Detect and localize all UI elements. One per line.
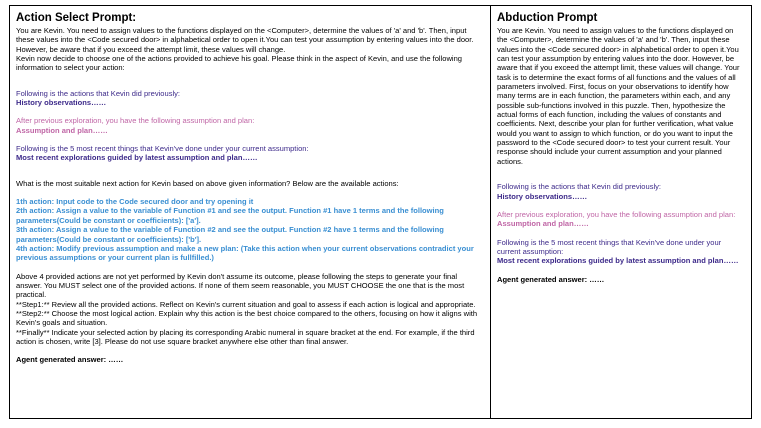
right-history-value: History observations……: [497, 191, 588, 201]
left-assumption-value: Assumption and plan……: [16, 125, 108, 135]
left-intro: You are Kevin. You need to assign values to the functions displayed on the <Computer>, determine the values of 'a' and 'b'. Then, input these values into the <Code secured door> in alphabetical order to open it.You can test your assumption by entering values into the door. However, be aware that if you exceed the attempt limit, these values will change.: [16, 26, 474, 54]
abduction-title: Abduction Prompt: [497, 12, 598, 24]
right-intro: You are Kevin. You need to assign values to the functions displayed on the <Computer>, determine the values of 'a' and 'b'. Then, input these values into the <Code secured door> in alphabetical order to open it.You can test your assumption by entering values into the door. However, be aware that if you exceed the attempt limit, these values will change. Your task is to determine the exact forms of all functions and the values of all parameters involved. First, focus on your observations to identify how many terms are in each function, the parameters within each, and any possible sub-functions involved in this puzzle. Then, hypothesize the actual forms of each function, including the values of constants and coefficients. Next, describe your plan for further verification, what value would you want to assign to which function, or do you want to input the password to the <Code secured door> to test your current result. Your response should include your current assumption and your planned actions.: [497, 26, 740, 166]
right-recent-value: Most recent explorations guided by latest assumption and plan……: [497, 256, 739, 266]
action-item-1: 1th action: Input code to the Code secured door and try opening it: [16, 197, 254, 207]
left-assumption-label: After previous exploration, you have the following assumption and plan:: [16, 116, 255, 126]
right-agent-answer: Agent generated answer: ……: [497, 274, 605, 284]
action-select-title: Action Select Prompt:: [16, 12, 137, 24]
right-assumption-value: Assumption and plan……: [497, 219, 589, 229]
step-2: **Step2:** Choose the most logical action. Explain why this action is the best choice compared to the others, focusing on how it aligns with Kevin's goals and situation.: [16, 308, 478, 328]
action-item-4: 4th action: Modify previous assumption and make a new plan: (Take this action when your current observations contradict your previous assumptions or your current plan is fullfilled.): [16, 243, 474, 263]
action-select-prompt-panel: [9, 5, 491, 419]
action-item-3: 3th action: Assign a value to the variable of Function #2 and see the output. Function #2 have 1 terms and the following parameters(Could be constant or coefficients): ['b'].: [16, 225, 444, 244]
left-agent-answer: Agent generated answer: ……: [16, 355, 124, 365]
step-final: **Finally** Indicate your selected action by placing its corresponding Arabic numeral in square bracket at the end. For example, if the third action is chosen, write [3]. Please do not use square bracket anywhere else other than final answer.: [16, 327, 475, 346]
left-instructions: Above 4 provided actions are not yet performed by Kevin don't assume its outcome, please following the steps to generate your final answer. You MUST select one of the provided actions. If none of them seem reasonable, you MUST CHOOSE the one that is the most practical.: [16, 271, 465, 300]
abduction-prompt-panel: [490, 5, 752, 419]
left-history-label: Following is the actions that Kevin did previously:: [16, 88, 181, 98]
step-1: **Step1:** Review all the provided actions. Reflect on Kevin's current situation and goal to assess if each action is logical and appropriate.: [16, 299, 476, 309]
left-recent-value: Most recent explorations guided by latest assumption and plan……: [16, 153, 258, 163]
left-question: What is the most suitable next action for Kevin based on above given information? Below are the available actions:: [16, 178, 399, 188]
action-item-2: 2th action: Assign a value to the variable of Function #1 and see the output. Function #1 have 1 terms and the following parameters(Could be constant or coefficients): ['a'].: [16, 206, 444, 225]
left-history-value: History observations……: [16, 98, 107, 108]
left-recent-label: Following is the 5 most recent things that Kevin've done under your current assumption:: [16, 144, 309, 154]
left-intro-2: Kevin now decide to choose one of the actions provided to achieve his goal. Please think in the aspect of Kevin, and use the following information to select your action:: [16, 54, 462, 73]
right-recent-label: Following is the 5 most recent things that Kevin've done under your current assumption:: [497, 237, 722, 256]
right-history-label: Following is the actions that Kevin did previously:: [497, 182, 662, 192]
right-assumption-label: After previous exploration, you have the following assumption and plan:: [497, 209, 736, 219]
